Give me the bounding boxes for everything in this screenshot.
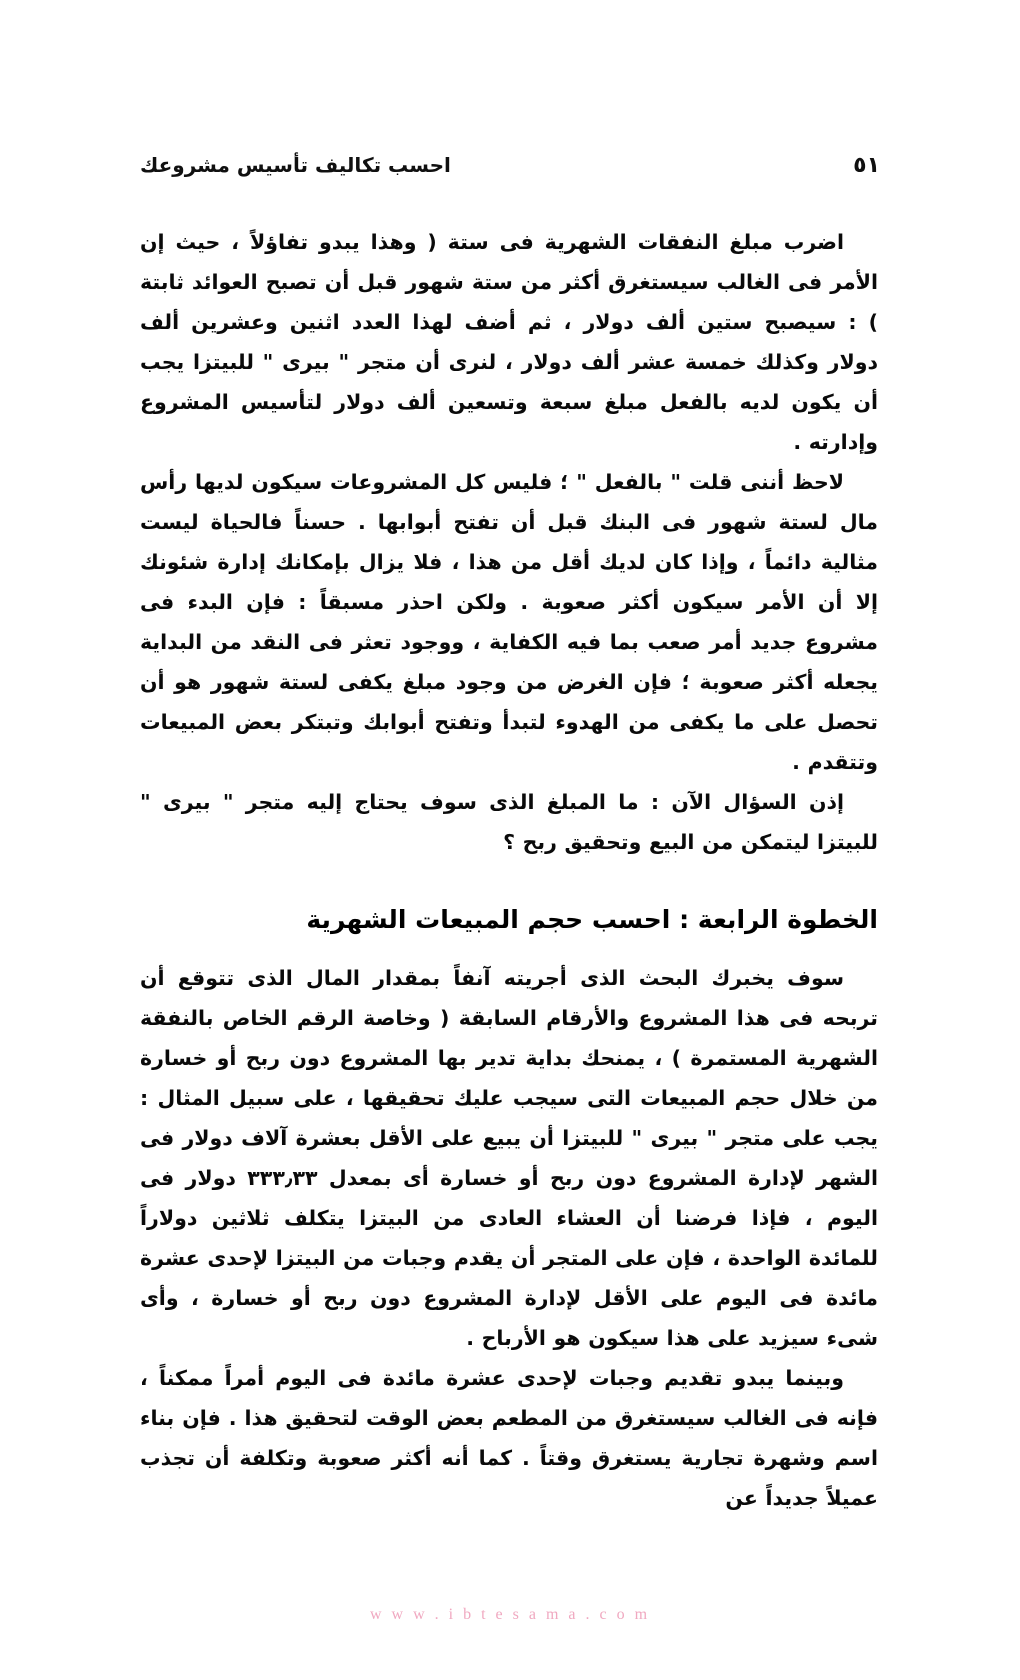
page-number: ٥١ (853, 152, 880, 178)
paragraph-1: اضرب مبلغ النفقات الشهرية فى ستة ( وهذا يبدو تفاؤلاً ، حيث إن الأمر فى الغالب سيستغرق أكثر من ستة شهور قبل أن تصبح العوائد ثابتة ) : سيصبح ستين ألف دولار ، ثم أضف لهذا العدد اثنين وعشرين ألف دولار وكذلك خمسة عشر ألف دولار ، لنرى أن متجر " بيرى " للبيتزا يجب أن يكون لديه بالفعل مبلغ سبعة وتسعين ألف دولار لتأسيس المشروع وإدارته . (140, 230, 878, 454)
site-watermark: w w w . i b t e s a m a . c o m (369, 1606, 651, 1623)
paragraph-5: وبينما يبدو تقديم وجبات لإحدى عشرة مائدة فى اليوم أمراً ممكناً ، فإنه فى الغالب سيستغرق من المطعم بعض الوقت لتحقيق هذا . فإن بناء اسم وشهرة تجارية يستغرق وقتاً . كما أنه أكثر صعوبة وتكلفة أن تجذب عميلاً جديداً عن (140, 1366, 878, 1510)
paragraph-3: إذن السؤال الآن : ما المبلغ الذى سوف يحتاج إليه متجر " بيرى " للبيتزا ليتمكن من البيع وتحقيق ربح ؟ (140, 790, 878, 854)
paragraph-4: سوف يخبرك البحث الذى أجريته آنفاً بمقدار المال الذى تتوقع أن تربحه فى هذا المشروع والأرقام السابقة ( وخاصة الرقم الخاص بالنفقة الشهرية المستمرة ) ، يمنحك بداية تدير بها المشروع دون ربح أو خسارة من خلال حجم المبيعات التى سيجب عليك تحقيقها ، على سبيل المثال : يجب على متجر " بيرى " للبيتزا أن يبيع على الأقل بعشرة آلاف دولار فى الشهر لإدارة المشروع دون ربح أو خسارة أى بمعدل ٣٣٣٫٣٣ دولار فى اليوم ، فإذا فرضنا أن العشاء العادى من البيتزا يتكلف ثلاثين دولاراً للمائدة الواحدة ، فإن على المتجر أن يقدم وجبات من البيتزا لإحدى عشرة مائدة فى اليوم على الأقل لإدارة المشروع دون ربح أو خسارة ، وأى شىء سيزيد على هذا سيكون هو الأرباح . (140, 966, 878, 1350)
paragraph-2: لاحظ أننى قلت " بالفعل " ؛ فليس كل المشروعات سيكون لديها رأس مال لستة شهور فى البنك قبل أن تفتح أبوابها . حسناً فالحياة ليست مثالية دائماً ، وإذا كان لديك أقل من هذا ، فلا يزال بإمكانك إدارة شئونك إلا أن الأمر سيكون أكثر صعوبة . ولكن احذر مسبقاً : فإن البدء فى مشروع جديد أمر صعب بما فيه الكفاية ، ووجود تعثر فى النقد من البداية يجعله أكثر صعوبة ؛ فإن الغرض من وجود مبلغ يكفى لستة شهور هو أن تحصل على ما يكفى من الهدوء لتبدأ وتفتح أبوابك وتبتكر بعض المبيعات وتتقدم . (140, 470, 878, 774)
text-column (140, 222, 878, 1518)
section-heading-step-four: الخطوة الرابعة : احسب حجم المبيعات الشهرية (306, 905, 878, 934)
running-title: احسب تكاليف تأسيس مشروعك (140, 153, 451, 177)
page-header (140, 148, 880, 182)
